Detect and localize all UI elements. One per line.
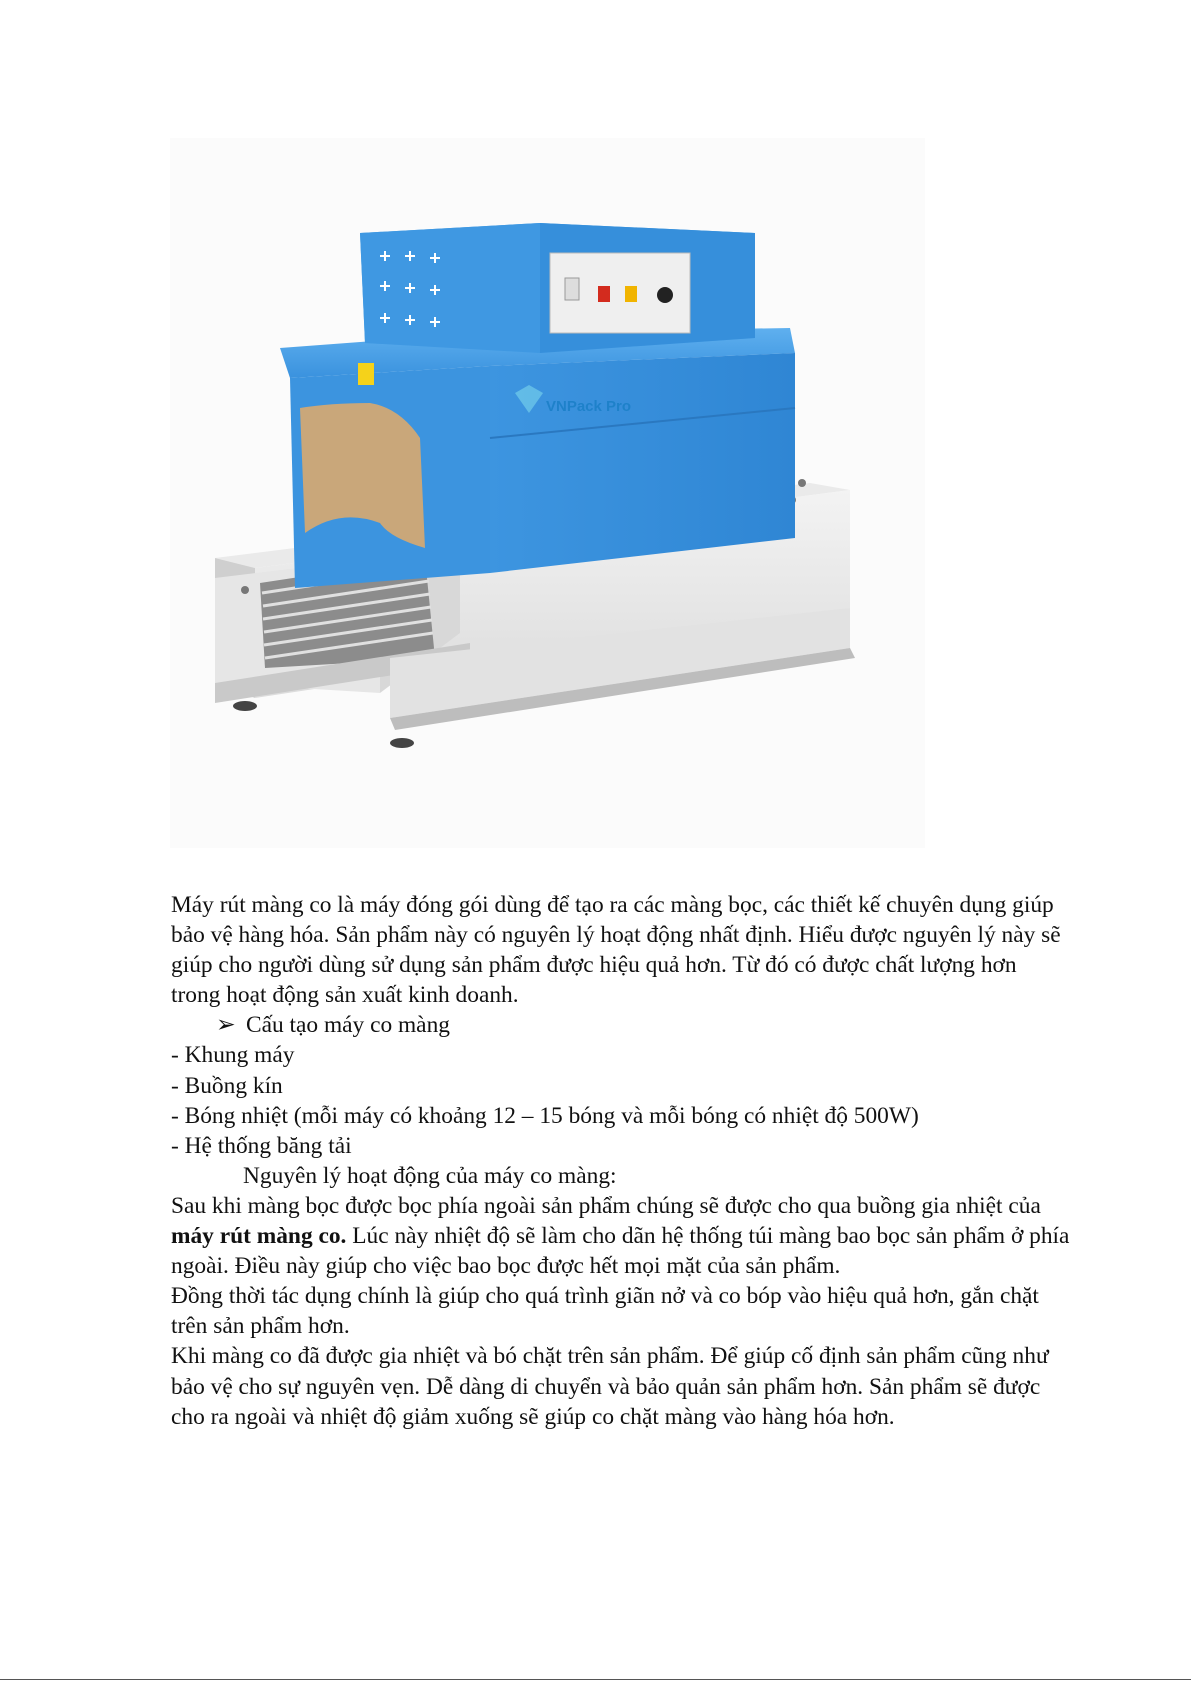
principle-paragraph-2: Đồng thời tác dụng chính là giúp cho quá trình giãn nở và co bóp vào hiệu quả hơn, gắn chặt trên sản phẩm hơn.: [171, 1283, 1039, 1340]
bold-term: máy rút màng co.: [171, 1223, 347, 1250]
structure-item: - Bóng nhiệt (mỗi máy có khoảng 12 – 15 bóng và mỗi bóng có nhiệt độ 500W): [171, 1102, 919, 1129]
structure-item: - Buồng kín: [171, 1072, 283, 1099]
para1-text-rest: Lúc này nhiệt độ sẽ làm cho dãn hệ thống túi màng bao bọc sản phẩm ở phía ngoài. Điều này giúp cho việc bao bọc được hết mọi mặt của sản phẩm.: [171, 1223, 1070, 1280]
document-body: [171, 890, 1071, 1432]
shrink-machine-photo: [170, 138, 925, 848]
arrow-bullet-icon: ➢: [216, 1012, 236, 1039]
page-footer-rule: [0, 1679, 1191, 1680]
svg-text:VNPack Pro: VNPack Pro: [546, 398, 632, 415]
structure-item: - Khung máy: [171, 1042, 295, 1069]
principle-paragraph-3: Khi màng co đã được gia nhiệt và bó chặt trên sản phẩm. Để giúp cố định sản phẩm cũng như bảo vệ cho sự nguyên vẹn. Dễ dàng di chuyển và bảo quản sản phẩm hơn. Sản phẩm sẽ được cho ra ngoài và nhiệt độ giảm xuống sẽ giúp co chặt màng vào hàng hóa hơn.: [171, 1343, 1049, 1430]
control-panel: [550, 253, 690, 333]
warning-label: [358, 363, 374, 385]
para1-text: Sau khi màng bọc được bọc phía ngoài sản phẩm chúng sẽ được cho qua buồng gia nhiệt của: [171, 1192, 1041, 1219]
structure-heading: [171, 1010, 1071, 1040]
principle-heading: Nguyên lý hoạt động của máy co màng:: [243, 1162, 617, 1189]
structure-item: - Hệ thống băng tải: [171, 1132, 352, 1159]
principle-paragraph-1: [171, 1191, 1071, 1281]
intro-paragraph: Máy rút màng co là máy đóng gói dùng để tạo ra các màng bọc, các thiết kế chuyên dụng giúp bảo vệ hàng hóa. Sản phẩm này có nguyên lý hoạt động nhất định. Hiểu được nguyên lý này sẽ giúp cho người dùng sử dụng sản phẩm được hiệu quả hơn. Từ đó có được chất lượng hơn trong hoạt động sản xuất kinh doanh.: [171, 892, 1061, 1009]
structure-heading-text: Cấu tạo máy co màng: [246, 1012, 450, 1039]
